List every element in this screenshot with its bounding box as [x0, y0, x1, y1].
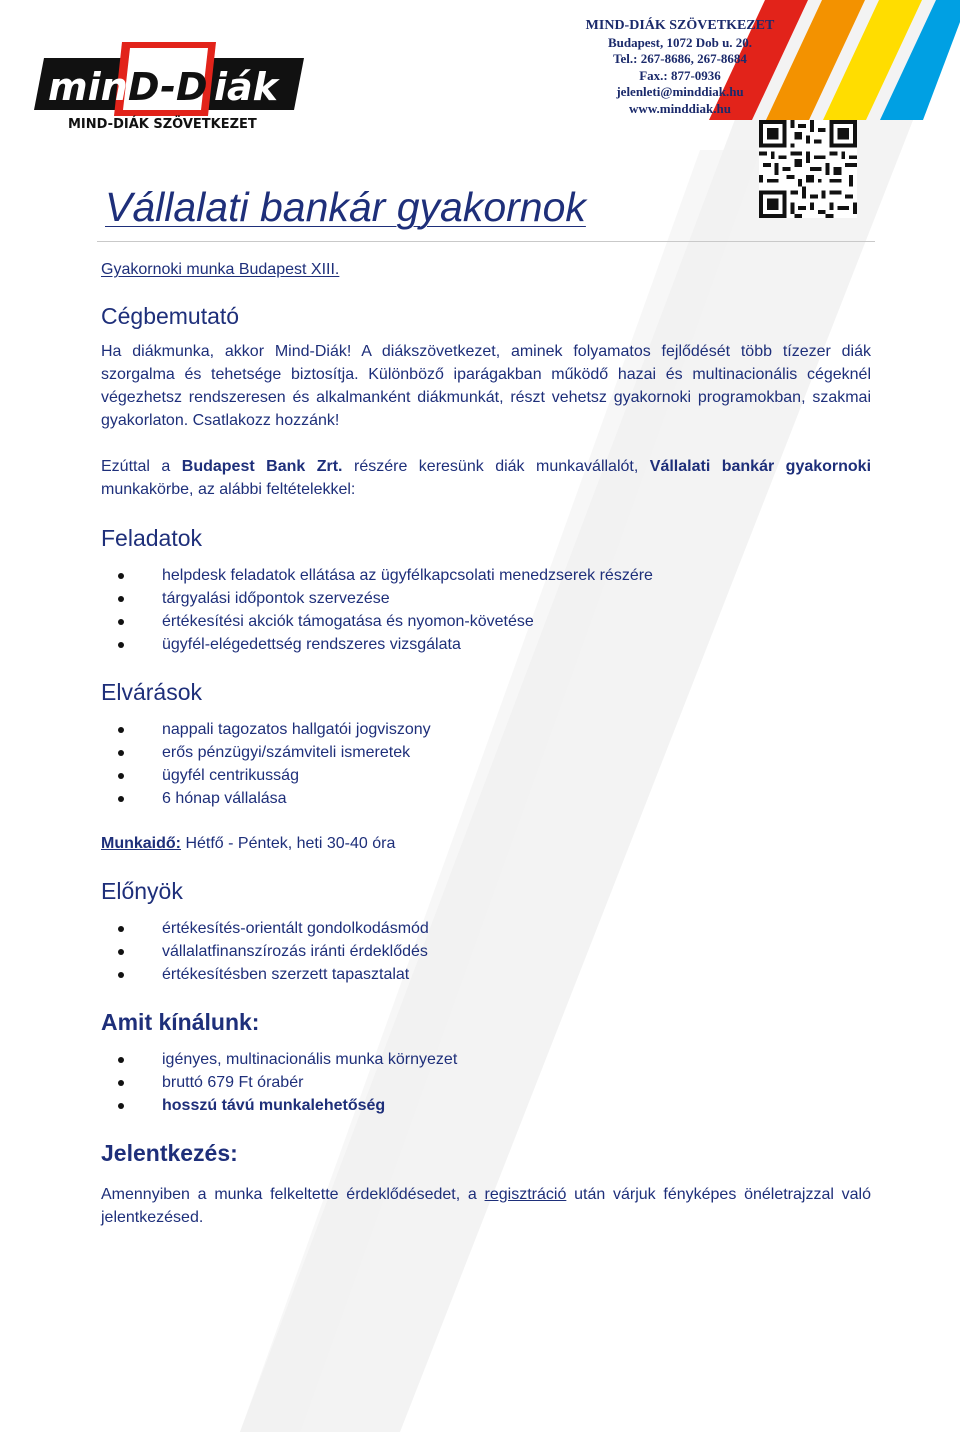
list-item: 6 hónap vállalása: [101, 787, 871, 810]
contact-tel: Tel.: 267-8686, 267-8684: [613, 51, 747, 66]
logo-word-right: iák: [214, 65, 278, 109]
contact-web: www.minddiak.hu: [629, 100, 731, 116]
list-item: értékesítési akciók támogatása és nyomon-követése: [101, 610, 871, 633]
list-item: helpdesk feladatok ellátása az ügyfélkapcsolati menedzserek részére: [101, 564, 871, 587]
section-heading-requirements: Elvárások: [101, 679, 202, 705]
working-hours-label: Munkaidő:: [101, 835, 181, 852]
logo-word-mid: D-D: [128, 65, 208, 109]
list-item: ügyfél-elégedettség rendszeres vizsgálata: [101, 633, 871, 656]
offer-paragraph: [101, 455, 871, 501]
list-item: tárgyalási időpontok szervezése: [101, 587, 871, 610]
list-item: nappali tagozatos hallgatói jogviszony: [101, 718, 871, 741]
section-heading-advantages: Előnyök: [101, 878, 183, 904]
offer-role: Vállalati bankár gyakornoki: [649, 458, 872, 475]
tasks-list: [101, 564, 871, 656]
minddiak-logo: [26, 28, 306, 132]
logo-word-left: min: [48, 65, 128, 109]
list-item: értékesítésben szerzett tapasztalat: [101, 963, 871, 986]
apply-paragraph: [101, 1183, 871, 1229]
list-item-bold: [101, 1094, 871, 1117]
logo-tagline: MIND-DIÁK SZÖVETKEZET: [68, 117, 257, 132]
list-item: értékesítés-orientált gondolkodásmód: [101, 917, 871, 940]
working-hours-value: Hétfő - Péntek, heti 30-40 óra: [181, 835, 396, 852]
list-item: bruttó 679 Ft órabér: [101, 1071, 871, 1094]
job-posting: [101, 182, 871, 1229]
section-heading-tasks: Feladatok: [101, 525, 203, 551]
list-item: vállalatfinanszírozás iránti érdeklődés: [101, 940, 871, 963]
intro-paragraph: Ha diákmunka, akkor Mind-Diák! A diákszövetkezet, aminek folyamatos fejlődését több tízezer diák szorgalma és tehetsége biztosítja. Különböző iparágakban működő hazai és multinacionális cégeknél végezhetsz rendszeresen és alkalmanként diákmunkát, részt vehetsz gyakornoki programokban, szakmai gyakorlaton. Csatlakozz hozzánk!: [101, 343, 871, 429]
page-subtitle: Gyakornoki munka Budapest XIII.: [101, 261, 340, 278]
offer-list: [101, 1048, 871, 1117]
contact-address: Budapest, 1072 Dob u. 20.: [607, 34, 753, 50]
contact-block: [560, 18, 800, 117]
title-divider: [97, 241, 875, 242]
contact-email: jelenleti@minddiak.hu: [616, 84, 744, 99]
page-title: Vállalati bankár gyakornok: [105, 184, 586, 230]
list-item-bold-text: hosszú távú munkalehetőség: [162, 1097, 386, 1114]
offer-post: munkakörbe, az alábbi feltételekkel:: [101, 481, 356, 498]
registration-link[interactable]: regisztráció: [484, 1186, 567, 1203]
offer-company: Budapest Bank Zrt.: [181, 458, 343, 475]
list-item: erős pénzügyi/számviteli ismeretek: [101, 741, 871, 764]
requirements-list: [101, 718, 871, 810]
section-heading-intro: Cégbemutató: [101, 303, 240, 329]
list-item: ügyfél centrikusság: [101, 764, 871, 787]
offer-pre: Ezúttal a: [101, 458, 182, 475]
contact-org: MIND-DIÁK SZÖVETKEZET: [585, 18, 775, 33]
contact-fax: Fax.: 877-0936: [639, 67, 721, 83]
apply-post: után várjuk fényképes önéletrajzzal való jelentkezésed.: [101, 1186, 871, 1226]
section-heading-apply: Jelentkezés:: [101, 1140, 238, 1166]
apply-pre: Amennyiben a munka felkeltette érdeklődésedet, a: [101, 1186, 485, 1203]
offer-mid: részére keresünk diák munkavállalót,: [342, 458, 650, 475]
section-heading-offer: Amit kínálunk:: [101, 1009, 260, 1035]
advantages-list: [101, 917, 871, 986]
working-hours: [101, 832, 871, 855]
list-item: igényes, multinacionális munka környezet: [101, 1048, 871, 1071]
